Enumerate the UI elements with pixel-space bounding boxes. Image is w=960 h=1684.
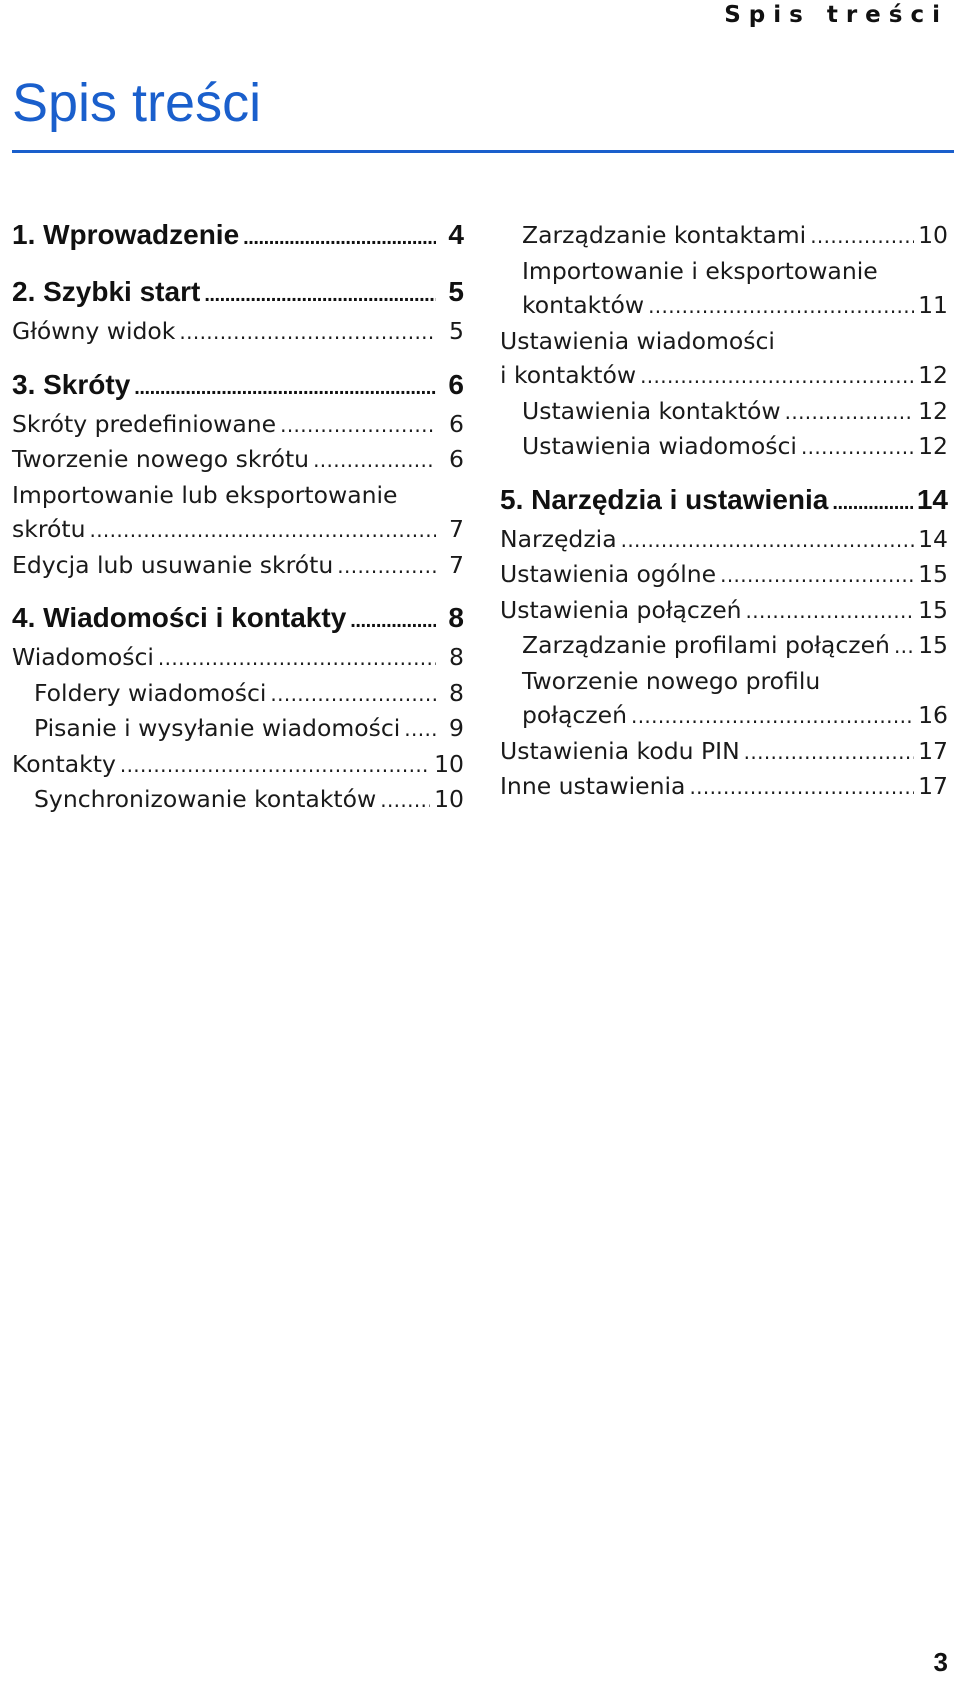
toc-entry-label: Edycja lub usuwanie skrótu	[12, 550, 334, 579]
toc-entry[interactable]	[12, 676, 464, 712]
toc-entry[interactable]	[500, 324, 948, 359]
toc-entry-page: 5	[449, 317, 464, 345]
toc-entry-page: 15	[918, 560, 948, 588]
toc-entry[interactable]	[500, 522, 948, 558]
toc-entry-page: 8	[448, 602, 464, 633]
toc-column-left	[12, 216, 464, 818]
toc-entry-page: 10	[434, 749, 464, 778]
toc-entry[interactable]	[500, 218, 948, 254]
toc-entry-label: skrótu	[12, 515, 86, 543]
toc-entry[interactable]	[12, 782, 464, 818]
toc-chapter-entry[interactable]	[12, 273, 464, 314]
toc-entry-page: 8	[449, 678, 464, 707]
toc-entry-label: Importowanie lub eksportowanie	[12, 480, 398, 509]
dot-leader	[243, 216, 436, 257]
dot-leader	[621, 522, 914, 558]
toc-entry-page: 17	[918, 772, 948, 800]
toc-entry-label: Pisanie i wysyłanie wiadomości	[34, 714, 401, 742]
dot-leader	[648, 288, 914, 324]
toc-entry-page: 11	[918, 291, 948, 319]
dot-leader	[179, 314, 436, 350]
dot-leader	[270, 676, 436, 712]
toc-entry-label: Zarządzanie profilami połączeń	[522, 631, 890, 659]
dot-leader	[810, 218, 914, 254]
toc-entry-label: Inne ustawienia	[500, 772, 686, 800]
toc-entry-label: Ustawienia wiadomości	[500, 326, 775, 355]
toc-entry-label: 1. Wprowadzenie	[12, 219, 240, 250]
toc-entry-page: 4	[448, 219, 464, 250]
toc-entry-label: Narzędzia	[500, 524, 617, 553]
toc-entry-label: Ustawienia wiadomości	[522, 432, 797, 460]
toc-entry-label: Kontakty	[12, 749, 116, 778]
toc-entry-label: 4. Wiadomości i kontakty	[12, 602, 347, 633]
toc-entry[interactable]	[500, 628, 948, 664]
toc-entry-page: 10	[434, 785, 464, 813]
toc-entry-page: 5	[448, 276, 464, 307]
dot-leader	[204, 273, 436, 314]
toc-chapter-entry[interactable]	[12, 216, 464, 257]
toc-entry-label: Tworzenie nowego skrótu	[12, 445, 310, 473]
page-title: Spis treści	[12, 73, 262, 133]
toc-entry[interactable]	[500, 734, 948, 770]
toc-entry-label: połączeń	[522, 701, 627, 729]
toc-entry[interactable]	[12, 442, 464, 478]
dot-leader	[380, 782, 430, 818]
toc-entry-label: Wiadomości	[12, 643, 154, 671]
toc-entry-label: Skróty predefiniowane	[12, 409, 277, 438]
toc-entry-page: 14	[916, 483, 948, 515]
dot-leader	[720, 557, 914, 593]
toc-entry-label: i kontaktów	[500, 361, 637, 389]
toc-entry-label: Foldery wiadomości	[34, 678, 267, 707]
dot-leader	[134, 366, 436, 407]
dot-leader	[689, 769, 914, 805]
toc-entry-page: 14	[918, 524, 948, 553]
toc-chapter-entry[interactable]	[500, 481, 948, 522]
running-header: Spis treści	[724, 2, 948, 28]
toc-column-right	[500, 218, 948, 805]
dot-leader	[350, 599, 436, 640]
toc-entry-page: 6	[448, 368, 464, 400]
dot-leader	[280, 407, 436, 443]
dot-leader	[337, 548, 436, 584]
toc-chapter-entry[interactable]	[12, 366, 464, 407]
toc-entry-page: 6	[449, 445, 464, 473]
dot-leader	[785, 394, 914, 430]
toc-entry-page: 7	[449, 550, 464, 579]
toc-entry-label: Tworzenie nowego profilu	[522, 666, 821, 695]
toc-entry-page: 12	[918, 396, 948, 425]
toc-chapter-entry[interactable]	[12, 599, 464, 640]
toc-entry[interactable]	[500, 698, 948, 734]
toc-entry-page: 16	[918, 701, 948, 729]
toc-entry[interactable]	[12, 407, 464, 443]
toc-entry-label: 3. Skróty	[12, 368, 131, 400]
toc-entry-page: 7	[449, 515, 464, 543]
toc-entry-page: 15	[918, 595, 948, 624]
dot-leader	[832, 481, 913, 522]
toc-entry[interactable]	[12, 711, 464, 747]
toc-entry-label: 5. Narzędzia i ustawienia	[500, 483, 829, 515]
toc-entry[interactable]	[500, 358, 948, 394]
dot-leader	[801, 429, 914, 465]
toc-entry-page: 12	[918, 361, 948, 389]
toc-entry[interactable]	[500, 593, 948, 629]
toc-entry-label: kontaktów	[522, 291, 645, 319]
toc-entry-page: 8	[449, 643, 464, 671]
toc-entry-label: Ustawienia kodu PIN	[500, 736, 740, 765]
toc-entry[interactable]	[12, 314, 464, 350]
toc-entry-label: Ustawienia ogólne	[500, 560, 717, 588]
toc-entry-label: Główny widok	[12, 317, 176, 345]
dot-leader	[404, 711, 436, 747]
toc-entry-page: 6	[449, 409, 464, 438]
title-divider	[12, 150, 954, 153]
toc-entry-label: Ustawienia kontaktów	[522, 396, 781, 425]
toc-entry[interactable]	[500, 664, 948, 699]
toc-entry[interactable]	[500, 288, 948, 324]
page-number: 3	[933, 1647, 948, 1677]
toc-entry[interactable]	[500, 394, 948, 430]
toc-entry-label: Importowanie i eksportowanie	[522, 256, 878, 285]
toc-entry-page: 12	[918, 432, 948, 460]
dot-leader	[313, 442, 436, 478]
dot-leader	[120, 747, 430, 783]
toc-entry[interactable]	[500, 557, 948, 593]
dot-leader	[158, 640, 436, 676]
toc-entry[interactable]	[12, 548, 464, 584]
toc-entry-label: 2. Szybki start	[12, 276, 201, 307]
toc-entry-page: 15	[918, 631, 948, 659]
toc-entry[interactable]	[500, 769, 948, 805]
toc-entry[interactable]	[12, 478, 464, 513]
toc-entry[interactable]	[12, 747, 464, 783]
toc-entry-label: Zarządzanie kontaktami	[522, 221, 807, 249]
toc-entry[interactable]	[12, 640, 464, 676]
dot-leader	[640, 358, 914, 394]
toc-entry-label: Synchronizowanie kontaktów	[34, 785, 377, 813]
dot-leader	[89, 512, 436, 548]
toc-entry-page: 17	[918, 736, 948, 765]
toc-entry[interactable]	[500, 254, 948, 289]
toc-entry[interactable]	[12, 512, 464, 548]
toc-entry-page: 10	[918, 221, 948, 249]
dot-leader	[746, 593, 915, 629]
dot-leader	[894, 628, 914, 664]
toc-entry[interactable]	[500, 429, 948, 465]
dot-leader	[631, 698, 914, 734]
dot-leader	[744, 734, 914, 770]
toc-entry-label: Ustawienia połączeń	[500, 595, 742, 624]
toc-entry-page: 9	[449, 714, 464, 742]
